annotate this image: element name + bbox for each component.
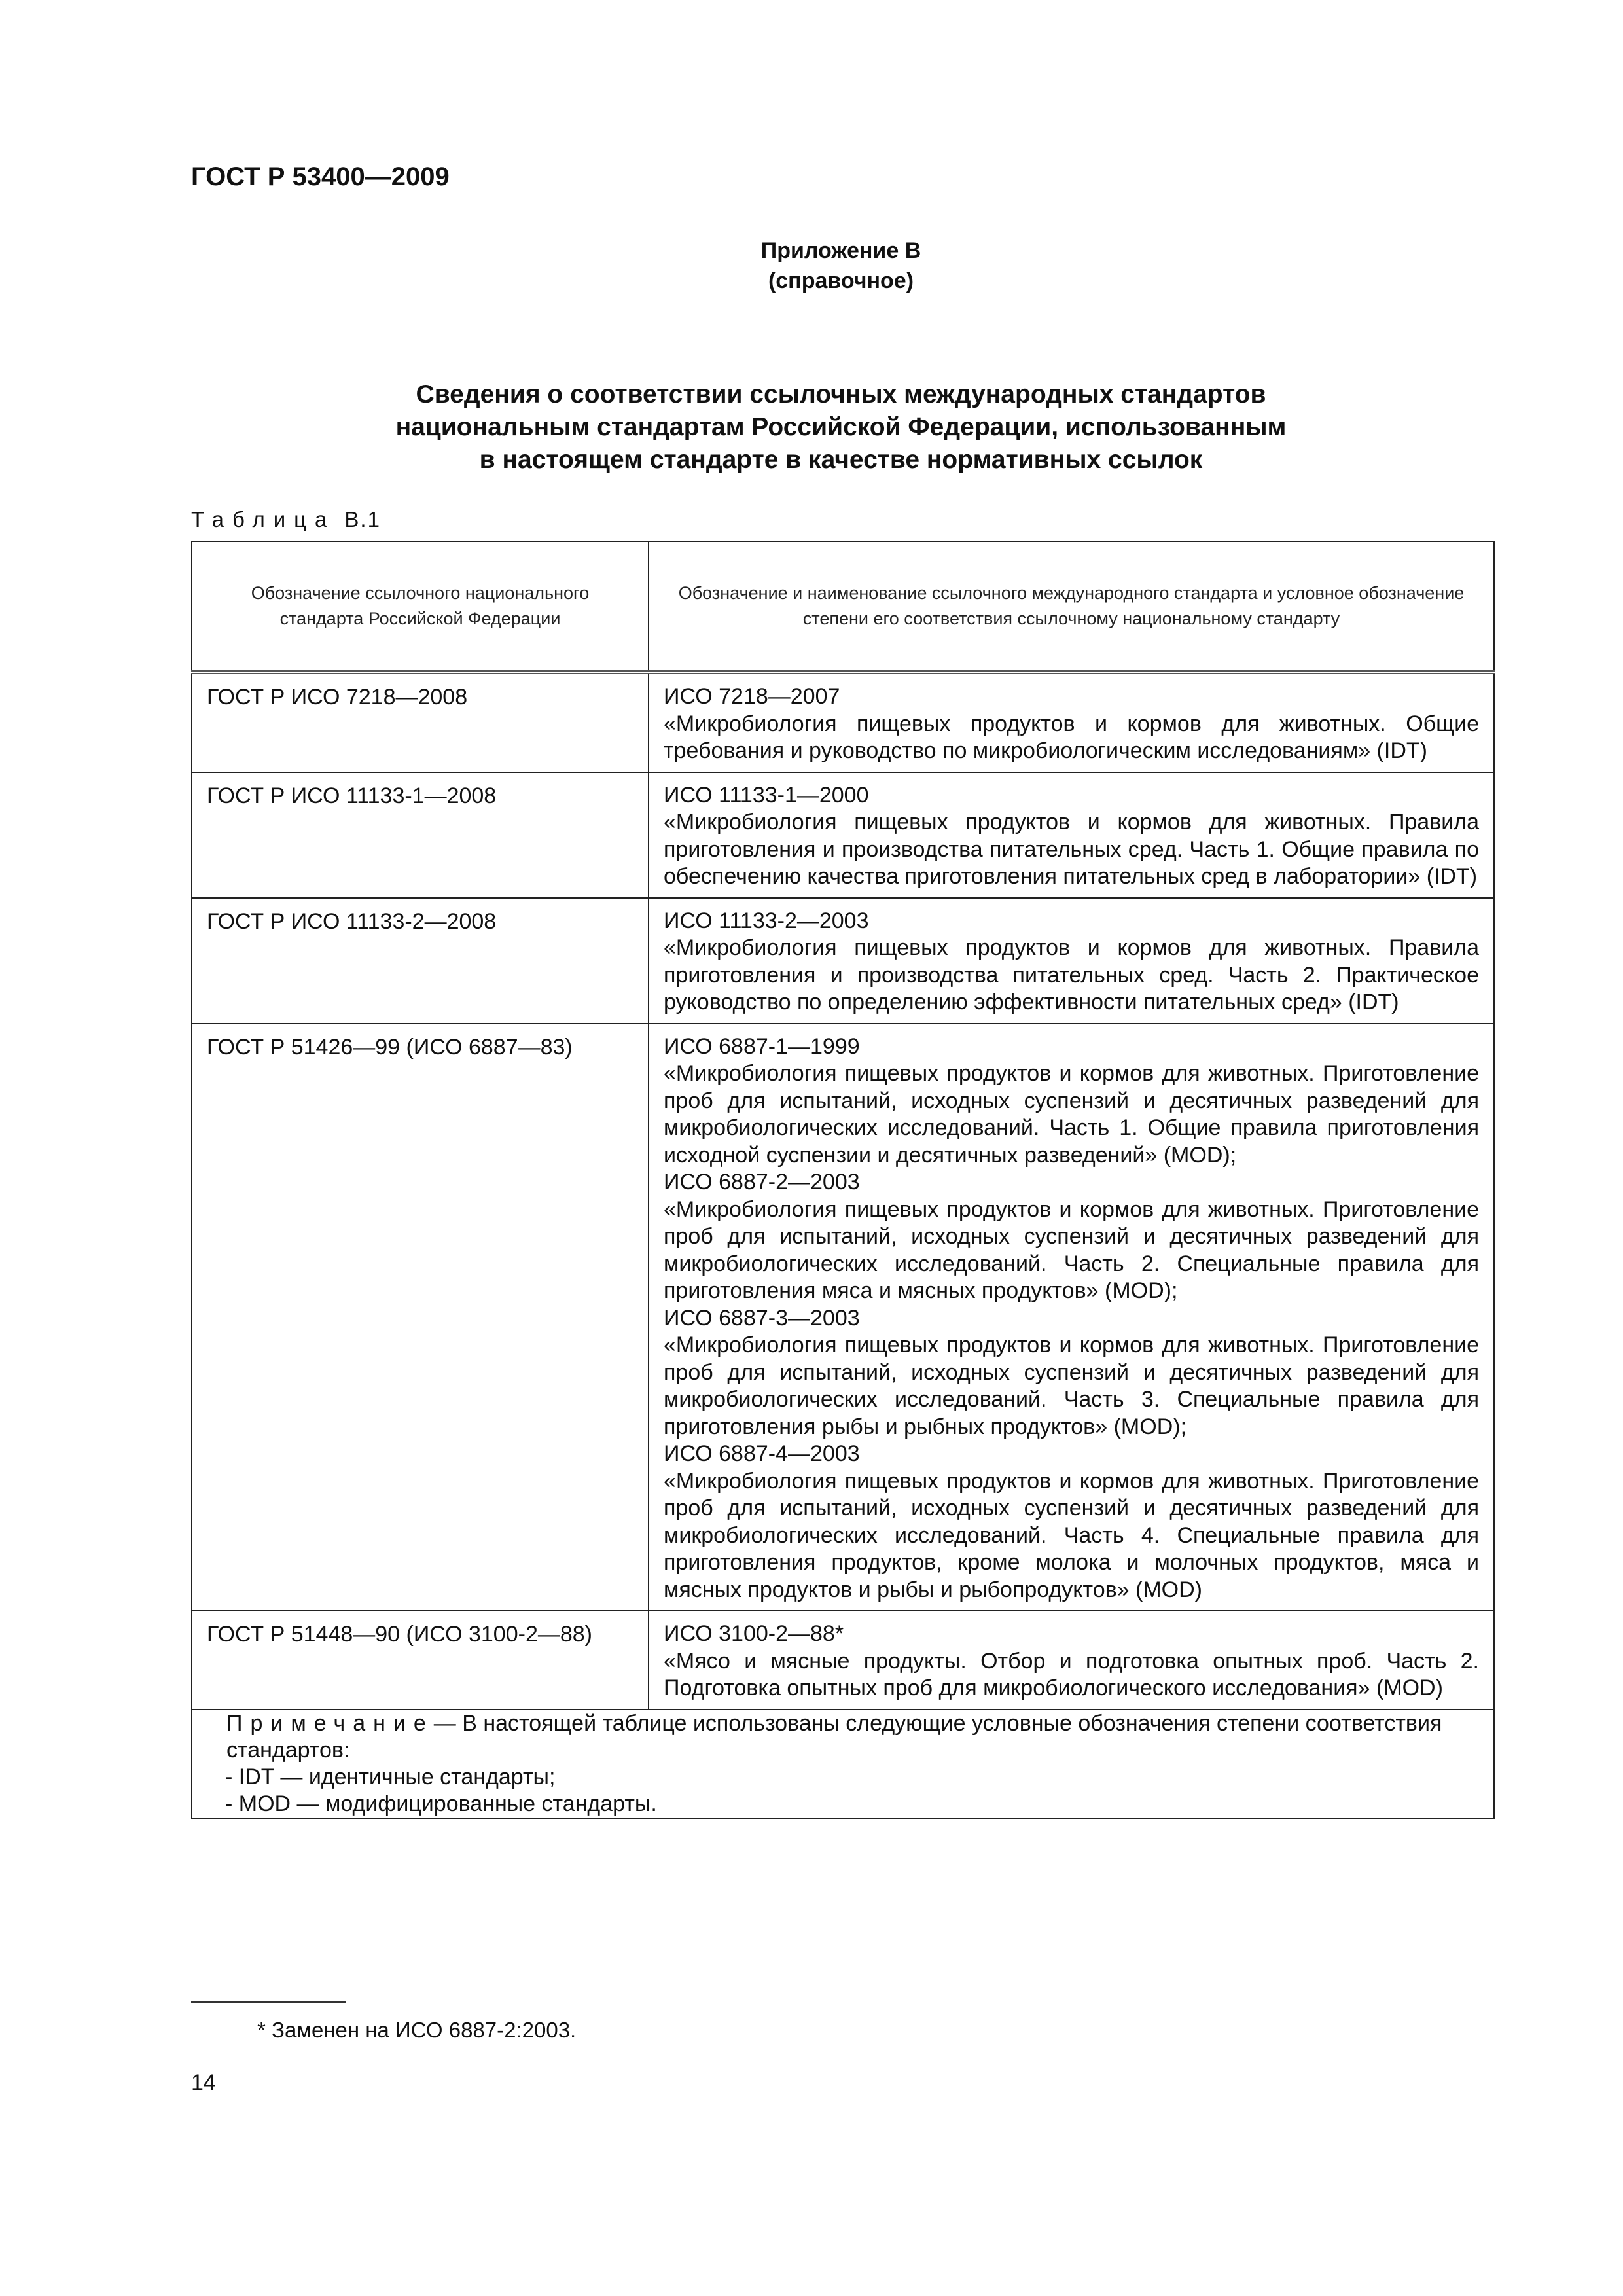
note-label: Примечание	[226, 1710, 434, 1736]
national-standard-code: ГОСТ Р ИСО 7218—2008	[207, 685, 468, 709]
note-item: - MOD — модифицированные стандарты.	[225, 1791, 657, 1816]
national-standard-cell	[192, 772, 649, 898]
document-code: ГОСТ Р 53400—2009	[191, 162, 450, 191]
international-standard-code: ИСО 11133-1—2000	[664, 782, 869, 808]
table-note	[192, 1710, 1494, 1818]
standards-table	[191, 541, 1495, 1819]
col2-header-text: Обозначение и наименование ссылочного международного стандарта и условное обозначение степени его соответствия ссылочному национальному стандарту	[678, 583, 1465, 628]
table-row	[192, 1024, 1494, 1611]
international-standard-cell	[649, 898, 1494, 1024]
footnote: * Заменен на ИСО 6887-2:2003.	[257, 2018, 577, 2042]
national-standard-code: ГОСТ Р ИСО 11133-1—2008	[207, 783, 497, 808]
international-standard-code: ИСО 6887-3—2003	[664, 1305, 860, 1331]
footnote-rule	[191, 2001, 346, 2003]
note-paragraph	[192, 1710, 1493, 1764]
international-standard-title: «Мясо и мясные продукты. Отбор и подготовка опытных проб. Часть 2. Подготовка опытных проб для микробиологического исследования» (MOD)	[664, 1648, 1479, 1700]
national-standard-cell	[192, 672, 649, 772]
national-standard-cell	[192, 1024, 649, 1611]
national-standard-code: ГОСТ Р 51448—90 (ИСО 3100-2—88)	[207, 1622, 592, 1647]
table-row	[192, 772, 1494, 898]
international-standard-entries	[649, 1024, 1493, 1611]
annex-heading	[0, 236, 1623, 296]
international-standard-entries	[649, 674, 1493, 772]
table-row	[192, 1611, 1494, 1710]
note-text: — В настоящей таблице использованы следующие условные обозначения степени соответствия стандартов:	[226, 1710, 1442, 1763]
international-standard-code: ИСО 6887-2—2003	[664, 1170, 860, 1194]
international-standard-code: ИСО 3100-2—88*	[664, 1621, 844, 1646]
section-heading	[0, 378, 1623, 476]
international-standard-title: «Микробиология пищевых продуктов и кормов для животных. Приготовление проб для испытаний, исходных суспензий и десятичных разведений для микробиологических исследований. Часть 1. Общие правила приготовления исходной суспензии и десятичных разведений» (MOD);	[664, 1061, 1479, 1168]
table-row	[192, 672, 1494, 772]
international-standard-title: «Микробиология пищевых продуктов и кормов для животных. Общие требования и руководство по микробиологическим исследованиям» (IDT)	[664, 711, 1479, 763]
heading-line-2: национальным стандартам Российской Федерации, использованным	[395, 413, 1287, 441]
national-standard-code: ГОСТ Р 51426—99 (ИСО 6887—83)	[207, 1034, 573, 1060]
international-standard-entries	[649, 899, 1493, 1023]
heading-line-1: Сведения о соответствии ссылочных международных стандартов	[416, 380, 1266, 408]
note-item: - IDT — идентичные стандарты;	[225, 1764, 556, 1789]
table-label	[191, 507, 381, 532]
table-header-row	[192, 541, 1494, 672]
annex-subtitle: (справочное)	[768, 268, 914, 293]
international-standard-title: «Микробиология пищевых продуктов и кормов для животных. Приготовление проб для испытаний, исходных суспензий и десятичных разведений для микробиологических исследований. Часть 3. Специальные правила для приготовления рыбы и рыбных продуктов» (MOD);	[664, 1333, 1479, 1439]
table-label-number: В.1	[344, 507, 381, 531]
table-label-word: Таблица	[191, 507, 336, 531]
note-row	[192, 1710, 1494, 1818]
international-standard-code: ИСО 6887-4—2003	[664, 1441, 860, 1466]
international-standard-cell	[649, 672, 1494, 772]
heading-line-3: в настоящем стандарте в качестве нормативных ссылок	[479, 446, 1203, 474]
international-standard-title: «Микробиология пищевых продуктов и кормов для животных. Приготовление проб для испытаний, исходных суспензий и десятичных разведений для микробиологических исследований. Часть 2. Специальные правила для приготовления мяса и мясных продуктов» (MOD);	[664, 1196, 1479, 1303]
international-standard-title: «Микробиология пищевых продуктов и кормов для животных. Приготовление проб для испытаний, исходных суспензий и десятичных разведений для микробиологических исследований. Часть 4. Специальные правила для приготовления продуктов, кроме молока и молочных продуктов, мяса и мясных продуктов и рыбы и рыбопродуктов» (MOD)	[664, 1468, 1479, 1602]
international-standard-code: ИСО 7218—2007	[664, 684, 840, 709]
international-standard-code: ИСО 6887-1—1999	[664, 1033, 860, 1059]
national-standard-cell	[192, 898, 649, 1024]
table-body	[192, 672, 1494, 1710]
col1-header	[192, 541, 649, 672]
col1-header-text: Обозначение ссылочного национального стандарта Российской Федерации	[251, 583, 590, 628]
table-row	[192, 898, 1494, 1024]
international-standard-code: ИСО 11133-2—2003	[664, 908, 869, 933]
international-standard-cell	[649, 1024, 1494, 1611]
national-standard-code: ГОСТ Р ИСО 11133-2—2008	[207, 908, 497, 934]
annex-title: Приложение В	[760, 238, 921, 263]
international-standard-cell	[649, 1611, 1494, 1710]
col2-header	[649, 541, 1494, 672]
page-number: 14	[191, 2070, 216, 2095]
international-standard-title: «Микробиология пищевых продуктов и кормов для животных. Правила приготовления и производства питательных сред. Часть 2. Практическое руководство по определению эффективности питательных сред» (IDT)	[664, 935, 1479, 1014]
international-standard-entries	[649, 1611, 1493, 1709]
national-standard-cell	[192, 1611, 649, 1710]
international-standard-entries	[649, 773, 1493, 897]
international-standard-cell	[649, 772, 1494, 898]
international-standard-title: «Микробиология пищевых продуктов и кормов для животных. Правила приготовления и производства питательных сред. Часть 1. Общие правила по обеспечению качества приготовления питательных сред в лаборатории» (IDT)	[664, 810, 1479, 889]
